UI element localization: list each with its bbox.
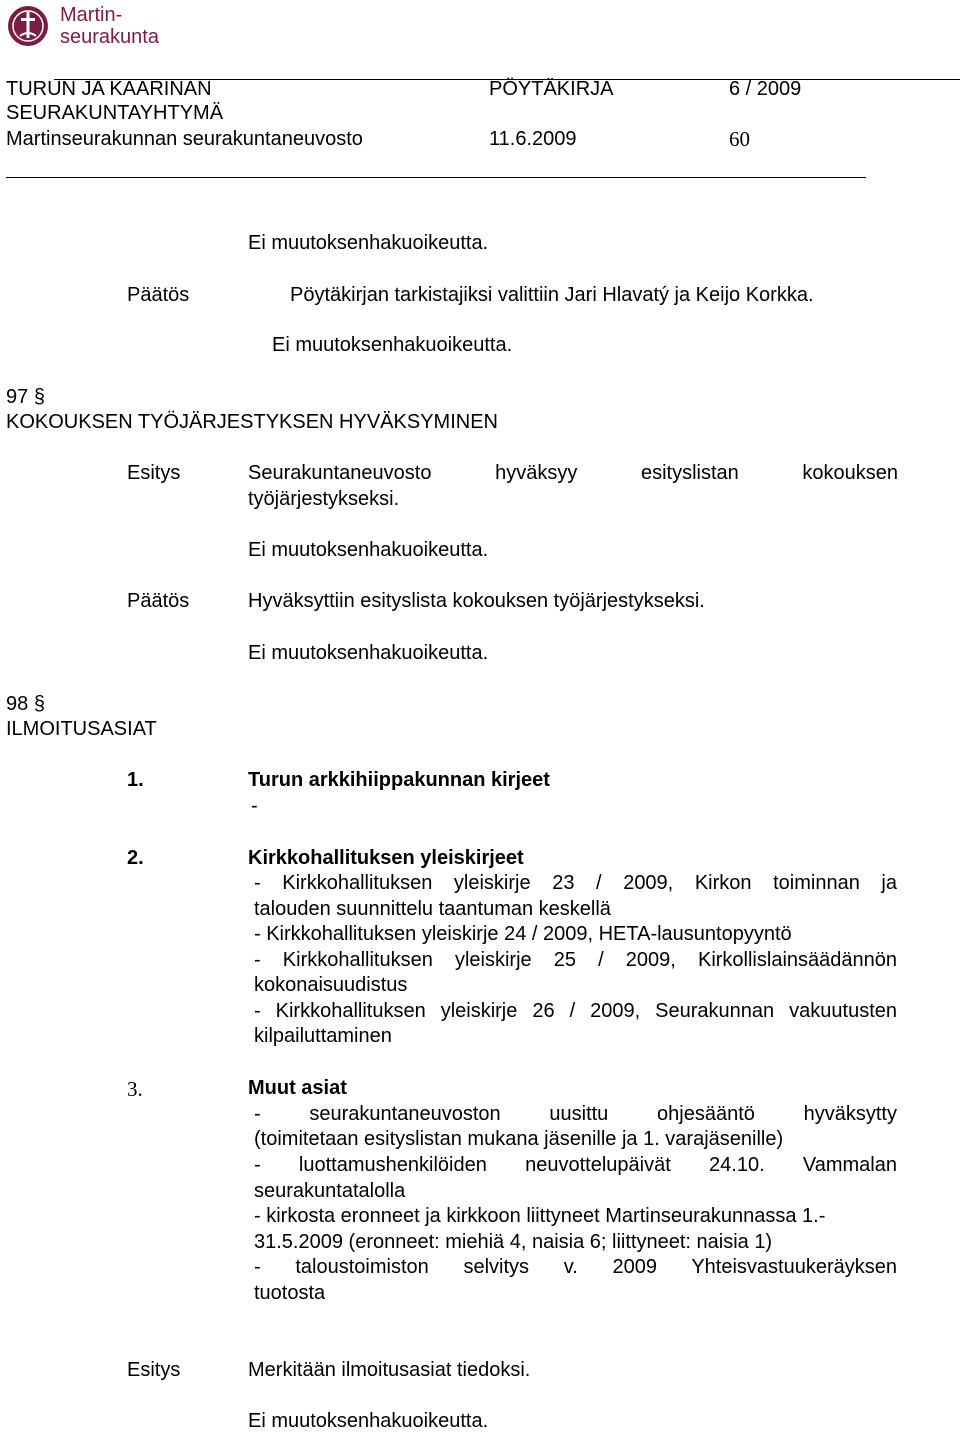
item-1-dash: - bbox=[251, 795, 258, 817]
header-page-number: 60 bbox=[729, 127, 750, 151]
item-2-number: 2. bbox=[127, 847, 144, 869]
header-org-line-1: TURUN JA KAARINAN bbox=[6, 78, 212, 100]
item-3-number: 3. bbox=[127, 1077, 143, 1101]
section-97-number bbox=[6, 386, 45, 409]
list-item-line: - Kirkkohallituksen yleiskirje 26 / 2009, Seurakunnan vakuutusten bbox=[254, 1000, 897, 1022]
logo-text bbox=[60, 4, 159, 48]
proposal-text-line-1: Seurakuntaneuvosto hyväksyy esityslistan kokouksen bbox=[248, 462, 898, 484]
list-item-line: (toimitetaan esityslistan mukana jäsenille ja 1. varajäsenille) bbox=[254, 1128, 784, 1150]
list-item-line: seurakuntatalolla bbox=[254, 1180, 406, 1202]
appeal-note: Ei muutoksenhakuoikeutta. bbox=[248, 1410, 489, 1432]
section-number: 98 bbox=[6, 693, 29, 715]
header-body-name: Martinseurakunnan seurakuntaneuvosto bbox=[6, 128, 363, 150]
list-item-line: kokonaisuudistus bbox=[254, 974, 408, 996]
proposal-label: Esitys bbox=[127, 1359, 181, 1381]
list-item-line: - Kirkkohallituksen yleiskirje 24 / 2009, HETA-lausuntopyyntö bbox=[254, 923, 792, 945]
header-doc-type: PÖYTÄKIRJA bbox=[489, 78, 614, 100]
list-item-line: - seurakuntaneuvoston uusittu ohjesääntö hyväksytty bbox=[254, 1103, 897, 1125]
decision-text: Pöytäkirjan tarkistajiksi valittiin Jari Hlavatý ja Keijo Korkka. bbox=[290, 284, 814, 306]
item-2-heading: Kirkkohallituksen yleiskirjeet bbox=[248, 847, 524, 869]
decision-label: Päätös bbox=[127, 284, 190, 306]
section-sign: § bbox=[33, 386, 45, 408]
appeal-note: Ei muutoksenhakuoikeutta. bbox=[248, 642, 489, 664]
item-1-number: 1. bbox=[127, 769, 144, 791]
decision-label: Päätös bbox=[127, 590, 190, 612]
section-98-title: ILMOITUSASIAT bbox=[6, 718, 157, 740]
logo-line-1: Martin- bbox=[60, 4, 123, 26]
list-item-line: kilpailuttaminen bbox=[254, 1025, 392, 1047]
list-item-line: tuotosta bbox=[254, 1282, 326, 1304]
appeal-note: Ei muutoksenhakuoikeutta. bbox=[272, 334, 513, 356]
item-1-heading: Turun arkkihiippakunnan kirjeet bbox=[248, 769, 550, 791]
logo-line-2: seurakunta bbox=[60, 26, 159, 48]
list-item-line: - kirkosta eronneet ja kirkkoon liittyneet Martinseurakunnassa 1.- bbox=[254, 1205, 826, 1227]
section-sign: § bbox=[33, 693, 45, 715]
appeal-note: Ei muutoksenhakuoikeutta. bbox=[248, 232, 489, 254]
section-97-title: KOKOUKSEN TYÖJÄRJESTYKSEN HYVÄKSYMINEN bbox=[6, 411, 498, 433]
list-item-line: 31.5.2009 (eronneet: miehiä 4, naisia 6; liittyneet: naisia 1) bbox=[254, 1231, 773, 1253]
header-bottom-rule bbox=[6, 177, 866, 178]
church-seal-icon bbox=[6, 2, 54, 50]
decision-text: Hyväksyttiin esityslista kokouksen työjärjestykseksi. bbox=[248, 590, 705, 612]
proposal-text: Merkitään ilmoitusasiat tiedoksi. bbox=[248, 1359, 531, 1381]
martinseurakunta-logo bbox=[6, 2, 186, 52]
section-98-number bbox=[6, 693, 45, 716]
section-number: 97 bbox=[6, 386, 29, 408]
list-item-line: - Kirkkohallituksen yleiskirje 25 / 2009, Kirkollislainsäädännön bbox=[254, 949, 897, 971]
header-date: 11.6.2009 bbox=[489, 128, 577, 150]
appeal-note: Ei muutoksenhakuoikeutta. bbox=[248, 539, 489, 561]
proposal-text-line-2: työjärjestykseksi. bbox=[248, 488, 400, 510]
header-org-line-2: SEURAKUNTAYHTYMÄ bbox=[6, 102, 224, 124]
list-item-line: - taloustoimiston selvitys v. 2009 Yhteisvastuukeräyksen bbox=[254, 1256, 897, 1278]
list-item-line: - Kirkkohallituksen yleiskirje 23 / 2009, Kirkon toiminnan ja bbox=[254, 872, 897, 894]
header-minutes-number: 6 / 2009 bbox=[729, 78, 802, 100]
item-3-heading: Muut asiat bbox=[248, 1077, 347, 1099]
list-item-line: - luottamushenkilöiden neuvottelupäivät 24.10. Vammalan bbox=[254, 1154, 897, 1176]
proposal-label: Esitys bbox=[127, 462, 181, 484]
list-item-line: talouden suunnittelu taantuman keskellä bbox=[254, 898, 611, 920]
